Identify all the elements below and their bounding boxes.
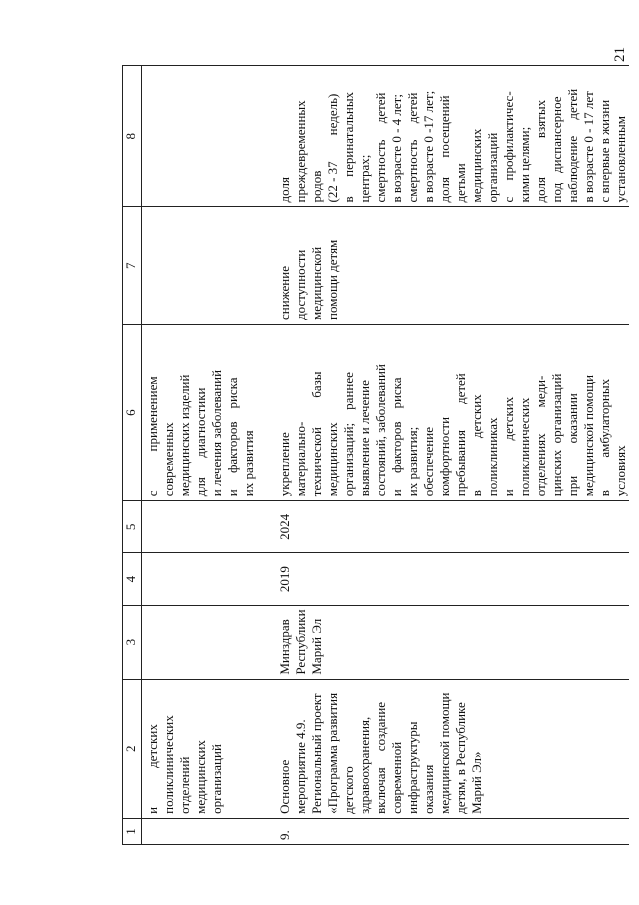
row-number xyxy=(142,818,258,844)
page-number: 21 xyxy=(612,47,628,62)
column-header-6: 6 xyxy=(123,324,142,500)
start-year xyxy=(142,553,258,605)
column-header-8: 8 xyxy=(123,66,142,207)
related-indicators xyxy=(142,66,258,207)
end-year xyxy=(142,501,258,553)
column-header-7: 7 xyxy=(123,207,142,325)
related-indicators: доля преждевременных родов (22 - 37 недель) в перинатальных центрах; смертность детей в возрасте 0 - 4 лет; смертность детей в возрасте 0 -17 лет; доля посещений детьми медицинских организаций с профилактичес- кими целями; доля взятых под диспансерное наблюдение детей в возрасте 0 - 17 лет с впервые в жизни установленным xyxy=(257,66,629,207)
responsible-executor: Минздрав Республики Марий Эл xyxy=(257,605,629,679)
row-number: 9. xyxy=(257,818,629,844)
column-header-3: 3 xyxy=(123,605,142,679)
non-implementation-consequences xyxy=(142,207,258,325)
end-year: 2024 xyxy=(257,501,629,553)
table-row xyxy=(257,66,629,845)
column-header-4: 4 xyxy=(123,553,142,605)
measure-name: Основное мероприятие 4.9. Региональный проект «Программа развития детского здравоохранения, включая создание современной инфраструктуры оказания медицинской помощи детям, в Республике Марий Эл» xyxy=(257,679,629,818)
table-row xyxy=(142,66,258,845)
measure-content: с применением современных медицинских изделий для диагностики и лечения заболеваний и факторов риска их развития xyxy=(142,324,258,500)
column-header-2: 2 xyxy=(123,679,142,818)
program-table xyxy=(122,65,629,845)
start-year: 2019 xyxy=(257,553,629,605)
program-table-sheet xyxy=(122,65,628,845)
measure-content: укрепление материально- технической базы медицинских организаций; раннее выявление и лечение состояний, заболеваний и факторов риска их развития; обеспечение комфортности пребывания детей в детских поликлиниках и детских поликлинических отделениях меди- цинских организаций при оказании медицинской помощи в амбулаторных условиях xyxy=(257,324,629,500)
measure-name: и детских поликлинических отделений медицинских организаций xyxy=(142,679,258,818)
non-implementation-consequences: снижение доступности медицинской помощи детям xyxy=(257,207,629,325)
header-row xyxy=(123,66,142,845)
responsible-executor xyxy=(142,605,258,679)
column-header-1: 1 xyxy=(123,818,142,844)
column-header-5: 5 xyxy=(123,501,142,553)
